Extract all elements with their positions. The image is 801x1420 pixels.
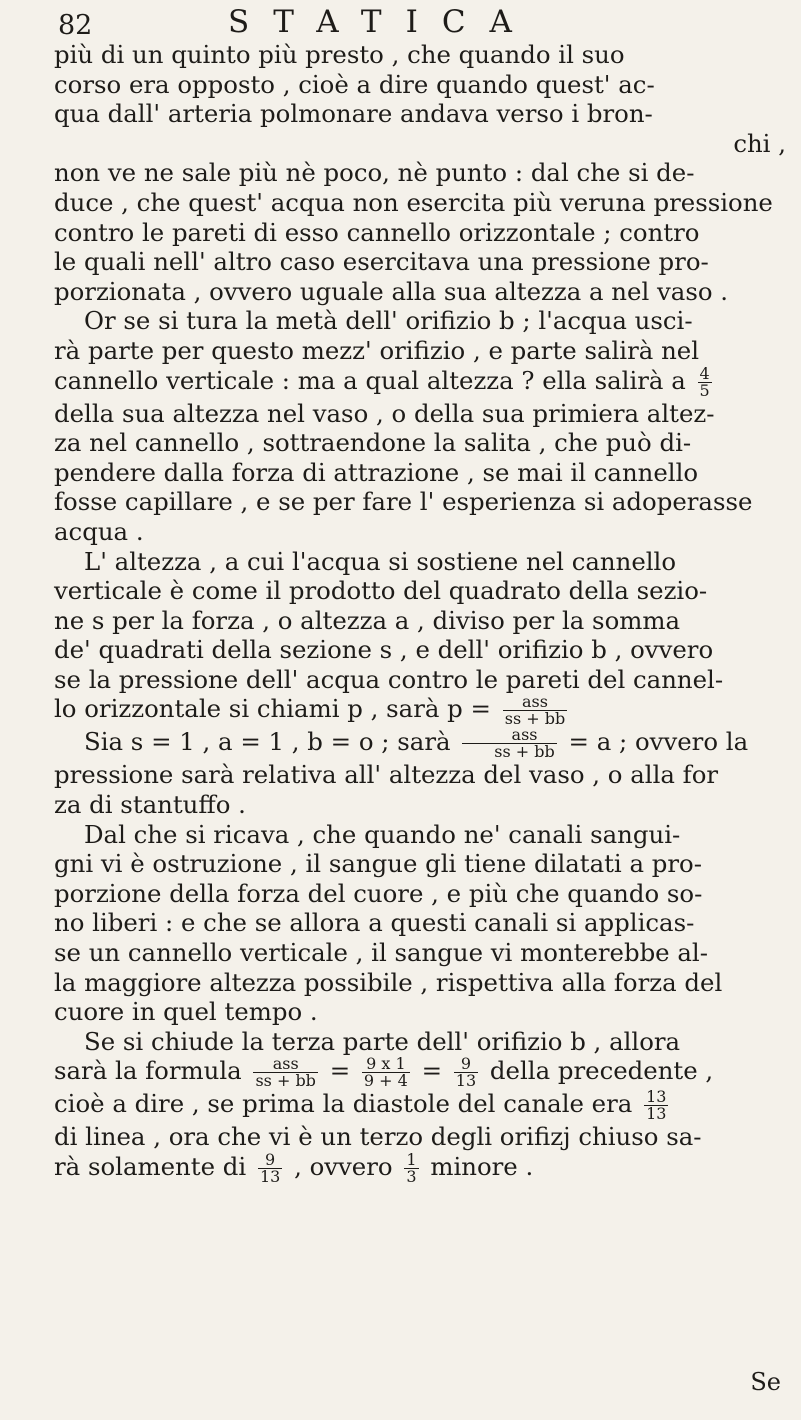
fraction-denominator: 9 + 4 (363, 1071, 408, 1091)
equals-sign: = (421, 1056, 443, 1086)
text-line: Dal che si ricava , che quando ne' canali sangui- (84, 819, 681, 849)
fraction-denominator: ss + bb (255, 1071, 316, 1091)
fraction-denominator: 13 (455, 1071, 477, 1091)
catchword: Se (750, 1368, 781, 1396)
fraction-numerator: ass (253, 1056, 317, 1073)
text-segment: minore . (430, 1152, 534, 1181)
text-line: verticale è come il prodotto del quadrato della sezio- (54, 576, 708, 606)
text-segment: sarà la formula (54, 1056, 242, 1086)
text-line: de' quadrati della sezione s , e dell' orifizio b , ovvero (54, 635, 714, 665)
text-line: Or se si tura la metà dell' orifizio b ; l'acqua usci- (84, 306, 693, 336)
fraction-denominator: 13 (646, 1104, 667, 1124)
fraction-numerator: 1 (406, 1150, 417, 1169)
text-line: cuore in quel tempo . (54, 997, 318, 1027)
fraction-numerator: ass (462, 727, 556, 744)
fraction (503, 694, 567, 727)
text-line: porzionata , ovvero uguale alla sua altezza a nel vaso . (54, 276, 729, 306)
fraction-denominator: 3 (406, 1167, 417, 1186)
text-line: duce , che quest' acqua non esercita più veruna pressione (54, 187, 773, 217)
text-line: za nel cannello , sottraendone la salita , che può di- (54, 428, 692, 458)
text-segment: cioè a dire , se prima la diastole del canale era (54, 1089, 633, 1119)
fraction-numerator: 9 x 1 (362, 1056, 410, 1073)
fraction-numerator: 9 (258, 1152, 282, 1169)
text-line: acqua . (54, 516, 144, 546)
fraction (404, 1152, 418, 1185)
page-number: 82 (58, 10, 93, 41)
fraction (454, 1056, 478, 1089)
fraction (462, 727, 556, 760)
fraction-numerator: 13 (646, 1087, 667, 1107)
fraction-numerator: 4 (699, 363, 710, 383)
fraction (362, 1056, 410, 1089)
text-line: pressione sarà relativa all' altezza del vaso , o alla for (54, 760, 719, 790)
equals-sign: = (329, 1056, 351, 1086)
fraction-denominator: 13 (259, 1167, 281, 1186)
page-body (54, 40, 786, 1185)
fraction-denominator: ss + bb (494, 742, 555, 762)
text-line: ne s per la forza , o altezza a , diviso per la somma (54, 605, 681, 635)
text-line: la maggiore altezza possibile , rispettiva alla forza del (54, 967, 723, 997)
fraction (253, 1056, 317, 1089)
text-line: gni vi è ostruzione , il sangue gli tiene dilatati a pro- (54, 849, 702, 879)
text-line: chi , (733, 128, 786, 158)
text-line (54, 363, 786, 400)
text-line: fosse capillare , e se per fare l' esperienza si adoperasse (54, 487, 753, 517)
text-segment: , ovvero (294, 1152, 393, 1181)
fraction (644, 1089, 668, 1122)
text-segment: = a ; ovvero la (568, 727, 749, 757)
fraction-numerator: ass (503, 694, 567, 711)
text-line: corso era opposto , cioè a dire quando quest' ac- (54, 69, 655, 99)
text-line: za di stantuffo . (54, 790, 246, 820)
text-line: pendere dalla forza di attrazione , se mai il cannello (54, 457, 699, 487)
text-segment: della precedente , (489, 1056, 714, 1086)
text-line: porzione della forza del cuore , e più che quando so- (54, 878, 703, 908)
text-line: L' altezza , a cui l'acqua si sostiene nel cannello (84, 546, 677, 576)
text-line (54, 694, 786, 727)
fraction-denominator: ss + bb (504, 709, 566, 729)
text-line: rà parte per questo mezz' orifizio , e parte salirà nel (54, 335, 700, 365)
text-line: le quali nell' altro caso esercitava una pressione pro- (54, 247, 709, 277)
running-title: STATICA (228, 4, 536, 40)
text-line: no liberi : e che se allora a questi canali si applicas- (54, 908, 695, 938)
fraction-denominator: 5 (699, 380, 710, 400)
text-line: se la pressione dell' acqua contro le pareti del cannel- (54, 664, 724, 694)
text-line: se un cannello verticale , il sangue vi monterebbe al- (54, 938, 708, 968)
text-line: della sua altezza nel vaso , o della sua primiera altez- (54, 398, 715, 428)
fraction-numerator: 9 (454, 1056, 478, 1073)
text-line (54, 1056, 786, 1089)
fraction (258, 1152, 282, 1185)
text-segment: lo orizzontale si chiami p , sarà p = (54, 694, 491, 724)
text-segment: cannello verticale : ma a qual altezza ? ella salirà a (54, 365, 686, 395)
text-line (54, 1089, 786, 1122)
text-segment: Sia s = 1 , a = 1 , b = o ; sarà (84, 727, 451, 757)
text-segment: rà solamente di (54, 1152, 247, 1181)
text-line: qua dall' arteria polmonare andava verso i bron- (54, 99, 653, 129)
text-line (54, 727, 786, 760)
text-line: di linea , ora che vi è un terzo degli orifizj chiuso sa- (54, 1122, 702, 1152)
text-line: più di un quinto più presto , che quando il suo (54, 40, 625, 69)
text-line: non ve ne sale più nè poco, nè punto : dal che si de- (54, 158, 695, 188)
text-line: Se si chiude la terza parte dell' orifizio b , allora (84, 1026, 681, 1056)
page-header (58, 4, 778, 44)
text-line: contro le pareti di esso cannello orizzontale ; contro (54, 217, 700, 247)
text-line (54, 1152, 786, 1185)
fraction (698, 363, 712, 400)
